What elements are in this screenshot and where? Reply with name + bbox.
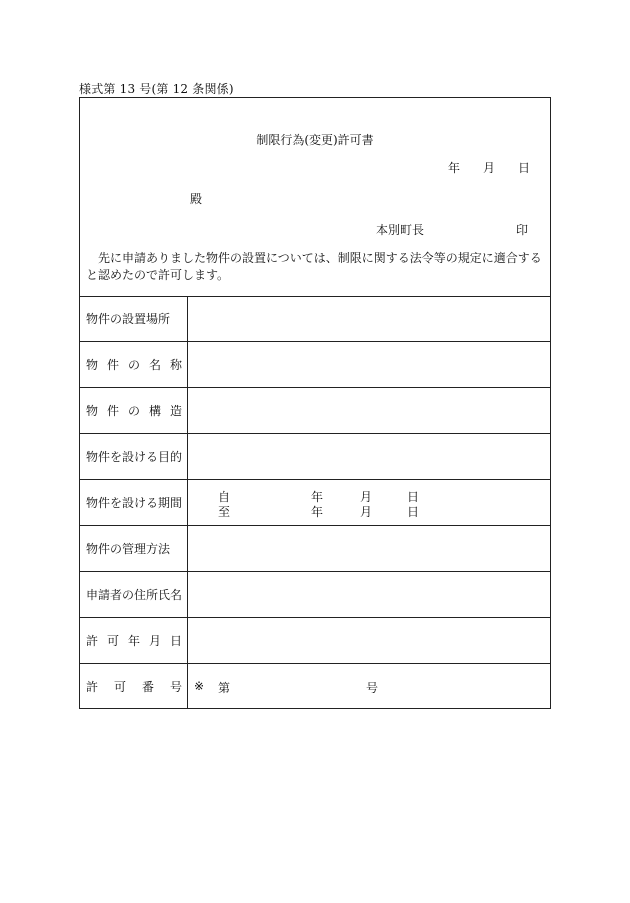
date-month-label: 月 [483, 161, 496, 175]
row-management-method [80, 526, 550, 572]
label-text [86, 356, 182, 373]
object-name-field[interactable] [188, 342, 550, 387]
permit-number-suffix: 号 [366, 681, 379, 695]
row-applicant [80, 572, 550, 618]
row-label [80, 296, 188, 341]
row-permit-date [80, 618, 550, 664]
period-to-year: 年 [311, 505, 324, 519]
permit-date-field[interactable] [188, 618, 550, 663]
label-char: 件 [106, 358, 119, 372]
row-label [80, 664, 188, 709]
label-text: 物件を設ける目的 [86, 450, 183, 464]
form-number: 様式第 13 号(第 12 条関係) [79, 82, 234, 96]
row-label [80, 572, 188, 617]
label-char: の [127, 358, 140, 372]
label-text [86, 402, 182, 419]
label-char: 称 [169, 358, 182, 372]
period-field[interactable] [188, 480, 550, 525]
row-installation-location [80, 296, 550, 342]
period-from-year: 年 [311, 490, 324, 504]
applicant-address-name-field[interactable] [188, 572, 550, 617]
permit-number-line [194, 679, 554, 693]
label-text: 物件の管理方法 [86, 542, 171, 556]
addressee-suffix: 殿 [190, 192, 203, 206]
permit-number-field[interactable] [188, 664, 550, 709]
label-text: 物件を設ける期間 [86, 496, 183, 510]
label-char: 許 [86, 634, 99, 648]
form-table [80, 296, 550, 709]
permit-form [79, 97, 551, 709]
management-method-field[interactable] [188, 526, 550, 571]
row-label [80, 526, 188, 571]
label-char: の [127, 404, 140, 418]
label-char: 許 [86, 680, 99, 694]
installation-location-field[interactable] [188, 296, 550, 341]
label-char: 物 [86, 358, 99, 372]
label-char: 番 [141, 680, 154, 694]
row-object-name [80, 342, 550, 388]
row-permit-number [80, 664, 550, 709]
period-to-label: 至 [218, 505, 231, 519]
date-day-label: 日 [518, 161, 531, 175]
label-char: 年 [127, 634, 140, 648]
permit-number-prefix: 第 [218, 681, 231, 695]
label-char: 可 [106, 634, 119, 648]
label-char: 物 [86, 404, 99, 418]
row-object-structure [80, 388, 550, 434]
label-char: 名 [148, 358, 161, 372]
seal-mark: 印 [516, 223, 529, 237]
permission-statement: 先に申請ありました物件の設置については、制限に関する法令等の規定に適合すると認めたので許可します。 [86, 251, 542, 282]
period-from-day: 日 [407, 490, 420, 504]
label-text [86, 678, 182, 695]
label-char: 日 [169, 634, 182, 648]
label-char: 号 [169, 680, 182, 694]
period-to-line [218, 503, 548, 517]
date-year-label: 年 [448, 161, 461, 175]
form-header-section [80, 98, 550, 297]
label-text: 物件の設置場所 [86, 312, 171, 326]
object-structure-field[interactable] [188, 388, 550, 433]
label-char: 造 [169, 404, 182, 418]
label-text: 申請者の住所氏名 [86, 588, 183, 602]
row-label [80, 618, 188, 663]
period-to-day: 日 [407, 505, 420, 519]
reference-mark: ※ [194, 679, 205, 693]
row-label [80, 480, 188, 525]
label-char: 可 [113, 680, 126, 694]
row-label [80, 388, 188, 433]
label-char: 件 [106, 404, 119, 418]
document-title: 制限行為(変更)許可書 [256, 133, 374, 147]
period-to-month: 月 [360, 505, 373, 519]
period-from-line [218, 488, 548, 502]
row-label [80, 434, 188, 479]
label-char: 構 [148, 404, 161, 418]
period-from-label: 自 [218, 490, 231, 504]
row-period [80, 480, 550, 526]
label-text [86, 632, 182, 649]
period-from-month: 月 [360, 490, 373, 504]
row-label [80, 342, 188, 387]
issuer-name: 本別町長 [376, 223, 425, 237]
label-char: 月 [148, 634, 161, 648]
row-purpose [80, 434, 550, 480]
purpose-field[interactable] [188, 434, 550, 479]
